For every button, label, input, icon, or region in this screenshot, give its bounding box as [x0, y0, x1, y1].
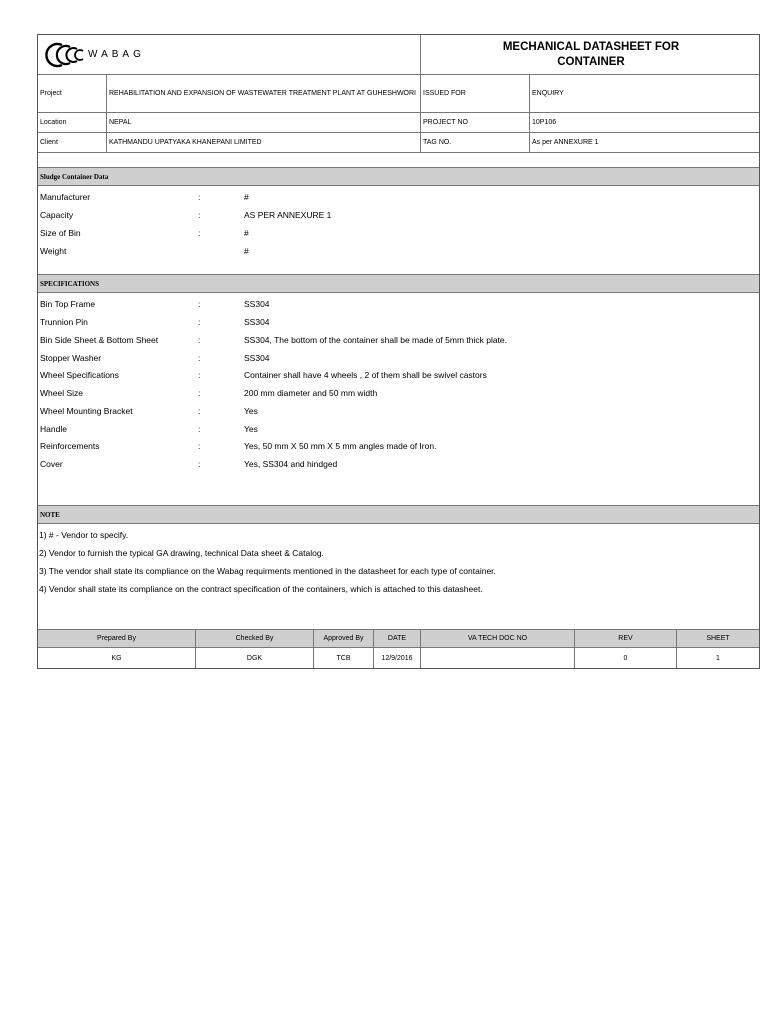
prepared-by-header: Prepared By	[97, 635, 136, 642]
issued-for-value: ENQUIRY	[529, 75, 759, 112]
sludge-section-heading: Sludge Container Data	[38, 168, 759, 186]
spec-colon: :	[198, 459, 201, 469]
project-no-label: PROJECT NO	[420, 113, 529, 132]
checked-by-header: Checked By	[195, 630, 313, 647]
client-row	[38, 133, 759, 153]
field-colon: :	[198, 228, 201, 238]
spec-label: Bin Side Sheet & Bottom Sheet	[40, 335, 159, 345]
field-label: Weight	[40, 246, 67, 256]
prepared-by-value: KG	[111, 654, 122, 662]
spec-label: Trunnion Pin	[40, 317, 88, 327]
note-line: 3) The vendor shall state its compliance on the Wabag requirments mentioned in the datasheet for each type of container.	[39, 566, 496, 576]
project-row	[38, 75, 759, 113]
client-value: KATHMANDU UPATYAKA KHANEPANI LIMITED	[106, 133, 420, 152]
field-colon: :	[198, 192, 201, 202]
date-header: DATE	[373, 630, 420, 647]
location-value: NEPAL	[106, 113, 420, 132]
spec-colon: :	[198, 388, 201, 398]
spec-value: SS304	[244, 353, 270, 363]
spec-value: Yes	[244, 406, 258, 416]
title-line-2: CONTAINER	[557, 55, 625, 68]
field-label: Capacity	[40, 210, 74, 220]
issued-for-label: ISSUED FOR	[420, 75, 529, 112]
field-value: #	[244, 246, 249, 256]
sheet-header: SHEET	[676, 630, 759, 647]
field-colon: :	[198, 210, 201, 220]
field-label: Manufacturer	[40, 192, 91, 202]
header-row	[38, 35, 759, 75]
field-value: AS PER ANNEXURE 1	[244, 210, 332, 220]
approved-by-value: TCB	[313, 648, 373, 668]
field-label: Size of Bin	[40, 228, 81, 238]
project-label: Project	[40, 90, 62, 97]
spec-label: Wheel Size	[40, 388, 83, 398]
note-heading: NOTE	[38, 506, 759, 524]
rev-value: 0	[574, 648, 676, 668]
field-value: #	[244, 228, 249, 238]
spec-colon: :	[198, 441, 201, 451]
spec-value: SS304	[244, 299, 270, 309]
project-value: REHABILITATION AND EXPANSION OF WASTEWATER TREATMENT PLANT AT GUHESHWORI	[106, 75, 420, 112]
sheet-value: 1	[676, 648, 759, 668]
note-line: 1) # - Vendor to specify.	[39, 530, 129, 540]
spacer-row	[38, 153, 759, 168]
client-label: Client	[40, 139, 58, 146]
datasheet	[37, 34, 760, 669]
location-label: Location	[40, 119, 67, 126]
note-line: 2) Vendor to furnish the typical GA drawing, technical Data sheet & Catalog.	[39, 548, 324, 558]
checked-by-value: DGK	[195, 648, 313, 668]
spec-colon: :	[198, 317, 201, 327]
signoff-value-row	[38, 648, 759, 668]
approved-by-header: Approved By	[313, 630, 373, 647]
spec-label: Handle	[40, 424, 67, 434]
spec-label: Stopper Washer	[40, 353, 102, 363]
spec-colon: :	[198, 370, 201, 380]
location-row	[38, 113, 759, 133]
spec-label: Wheel Specifications	[40, 370, 119, 380]
spec-value: Yes, 50 mm X 50 mm X 5 mm angles made of Iron.	[244, 441, 437, 451]
spec-label: Reinforcements	[40, 441, 100, 451]
logo	[38, 35, 420, 74]
tag-no-label: TAG NO.	[420, 133, 529, 152]
notes-section	[38, 524, 759, 630]
title-line-1: MECHANICAL DATASHEET FOR	[502, 40, 680, 53]
field-value: #	[244, 192, 249, 202]
spec-colon: :	[198, 424, 201, 434]
rev-header: REV	[574, 630, 676, 647]
specifications-section	[38, 293, 759, 506]
project-no-value: 10P106	[529, 113, 759, 132]
spec-value: SS304	[244, 317, 270, 327]
spec-label: Cover	[40, 459, 63, 469]
wabag-logo-icon	[40, 42, 84, 68]
spec-value: SS304, The bottom of the container shall be made of 5mm thick plate.	[244, 335, 508, 345]
date-value: 12/9/2016	[373, 648, 420, 668]
logo-text: WABAG	[88, 49, 145, 60]
tag-no-value: As per ANNEXURE 1	[529, 133, 759, 152]
spec-value: Yes, SS304 and hindged	[244, 459, 338, 469]
spec-value: 200 mm diameter and 50 mm width	[244, 388, 378, 398]
spec-colon: :	[198, 406, 201, 416]
spec-label: Bin Top Frame	[40, 299, 96, 309]
page-title	[420, 35, 759, 74]
sludge-section	[38, 186, 759, 275]
spec-value: Yes	[244, 424, 258, 434]
spec-label: Wheel Mounting Bracket	[40, 406, 133, 416]
specifications-heading: SPECIFICATIONS	[38, 275, 759, 293]
doc-no-header: VA TECH DOC NO	[420, 630, 574, 647]
signoff-header-row	[38, 630, 759, 648]
note-line: 4) Vendor shall state its compliance on the contract specification of the containers, which is attached to this datasheet.	[39, 584, 483, 594]
doc-no-value	[420, 648, 574, 668]
spec-colon: :	[198, 299, 201, 309]
spec-colon: :	[198, 353, 201, 363]
spec-value: Container shall have 4 wheels , 2 of them shall be swivel castors	[244, 370, 487, 380]
spec-colon: :	[198, 335, 201, 345]
